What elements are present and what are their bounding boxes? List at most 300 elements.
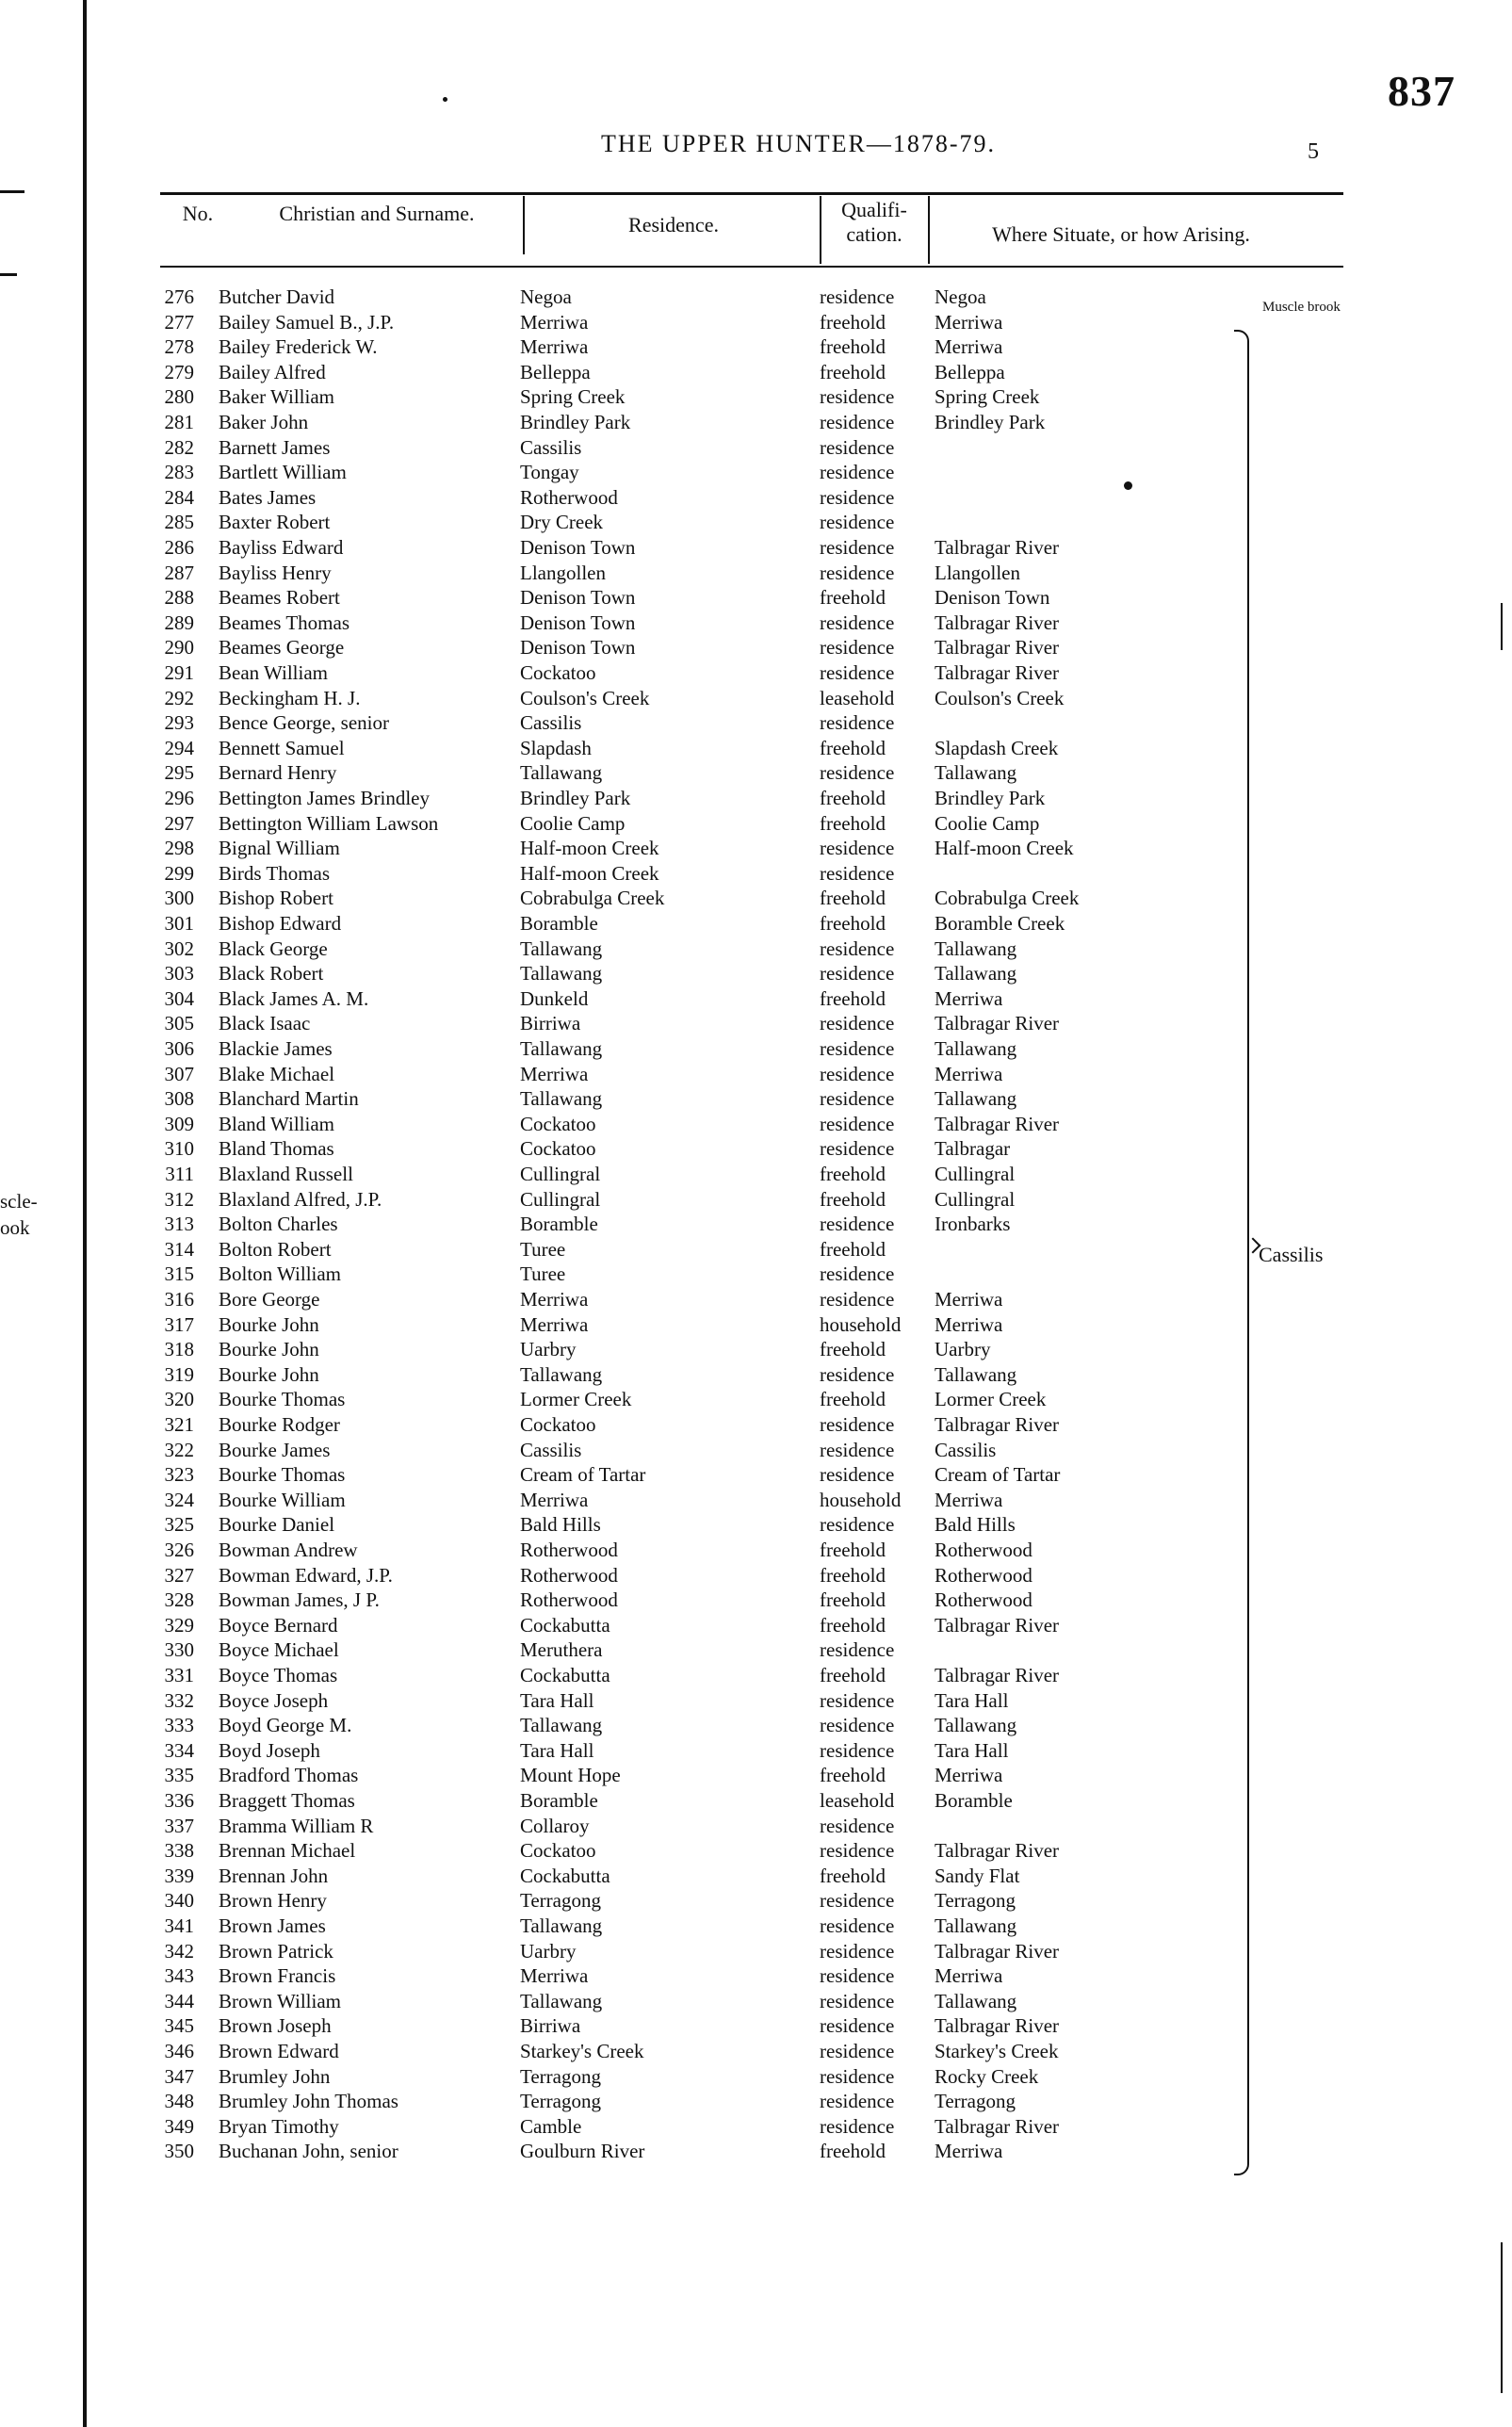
table-row	[0, 736, 1507, 760]
row-number: 282	[164, 435, 194, 459]
row-where: Merriwa	[935, 1488, 1003, 1511]
row-qualification: residence	[820, 1463, 895, 1487]
row-name: Bore George	[219, 1288, 320, 1311]
row-number: 300	[164, 887, 194, 910]
row-number: 303	[164, 962, 194, 985]
row-qualification: freehold	[820, 310, 886, 334]
row-qualification: residence	[820, 1438, 895, 1461]
row-qualification: freehold	[820, 1338, 886, 1361]
row-name: Bourke Thomas	[219, 1388, 346, 1411]
row-qualification: residence	[820, 511, 895, 534]
row-where: Merriwa	[935, 1312, 1003, 1336]
row-residence: Rotherwood	[520, 1563, 618, 1587]
row-where: Talbragar River	[935, 1112, 1060, 1135]
row-qualification: residence	[820, 1839, 895, 1863]
row-number: 289	[164, 611, 194, 634]
row-where: Talbragar River	[935, 661, 1060, 684]
row-number: 292	[164, 686, 194, 709]
row-qualification: residence	[820, 1262, 895, 1286]
header-qualification: Qualifi- cation.	[841, 198, 907, 246]
row-number: 346	[164, 2040, 194, 2062]
row-residence: Dunkeld	[520, 986, 589, 1010]
row-residence: Dry Creek	[520, 511, 604, 534]
row-where: Rotherwood	[935, 1563, 1032, 1587]
row-where: Talbragar River	[935, 1664, 1060, 1686]
row-name: Baxter Robert	[219, 511, 331, 534]
row-qualification: residence	[820, 837, 895, 860]
column-divider	[523, 196, 525, 254]
row-residence: Cockabutta	[520, 1613, 610, 1637]
row-residence: Cassilis	[520, 435, 582, 459]
row-where: Talbragar River	[935, 1939, 1060, 1963]
row-name: Baker William	[219, 385, 334, 409]
table-row	[0, 1337, 1507, 1361]
row-qualification: freehold	[820, 1187, 886, 1211]
row-name: Bettington James Brindley	[219, 787, 430, 809]
table-row	[0, 1713, 1507, 1737]
row-residence: Cockatoo	[520, 661, 596, 684]
table-row	[0, 360, 1507, 384]
row-number: 344	[164, 1989, 194, 2012]
row-residence: Mount Hope	[520, 1764, 621, 1787]
row-name: Black George	[219, 937, 328, 960]
row-residence: Belleppa	[520, 360, 591, 383]
row-where: Terragong	[935, 1889, 1016, 1913]
row-name: Buchanan John, senior	[219, 2140, 398, 2163]
row-where: Denison Town	[935, 586, 1050, 610]
row-qualification: residence	[820, 2064, 895, 2088]
row-number: 301	[164, 912, 194, 935]
row-residence: Merriwa	[520, 1288, 589, 1311]
row-where: Sandy Flat	[935, 1864, 1020, 1887]
table-row	[0, 961, 1507, 985]
row-name: Brown Patrick	[219, 1939, 333, 1963]
row-number: 320	[164, 1388, 194, 1411]
row-name: Blanchard Martin	[219, 1087, 359, 1111]
row-number: 281	[164, 411, 194, 433]
row-qualification: freehold	[820, 1764, 886, 1787]
row-residence: Denison Town	[520, 536, 636, 559]
row-qualification: residence	[820, 1288, 895, 1311]
row-qualification: residence	[820, 1513, 895, 1537]
row-where: Uarbry	[935, 1338, 991, 1361]
header-name: Christian and Surname.	[279, 202, 475, 225]
table-row	[0, 1362, 1507, 1387]
table-row	[0, 510, 1507, 534]
print-speck	[1124, 481, 1132, 490]
page-edge-mark	[1501, 2242, 1503, 2393]
row-where: Tallawang	[935, 761, 1017, 785]
row-where: Merriwa	[935, 310, 1003, 334]
row-where: Talbragar River	[935, 611, 1060, 634]
row-where: Merriwa	[935, 335, 1003, 359]
row-residence: Brindley Park	[520, 787, 631, 809]
row-qualification: freehold	[820, 1864, 886, 1887]
row-number: 287	[164, 561, 194, 584]
table-row	[0, 2114, 1507, 2139]
row-number: 331	[164, 1664, 194, 1686]
row-qualification: residence	[820, 1914, 895, 1937]
row-name: Bailey Samuel B., J.P.	[219, 310, 395, 334]
row-where: Cassilis	[935, 1438, 997, 1461]
row-where: Merriwa	[935, 2140, 1003, 2163]
table-row	[0, 686, 1507, 710]
table-row	[0, 937, 1507, 961]
row-residence: Boramble	[520, 1213, 598, 1236]
row-residence: Cullingral	[520, 1187, 601, 1211]
row-residence: Boramble	[520, 1789, 598, 1812]
row-qualification: residence	[820, 611, 895, 634]
table-row	[0, 1212, 1507, 1236]
row-number: 337	[164, 1814, 194, 1837]
row-qualification: residence	[820, 1413, 895, 1436]
row-name: Bourke John	[219, 1362, 319, 1386]
table-row	[0, 435, 1507, 460]
table-row	[0, 760, 1507, 785]
row-name: Blackie James	[219, 1037, 333, 1060]
row-qualification: residence	[820, 1213, 895, 1236]
row-qualification: freehold	[820, 1237, 886, 1261]
row-number: 343	[164, 1964, 194, 1988]
row-name: Bishop Edward	[219, 912, 342, 935]
row-where: Talbragar River	[935, 1413, 1060, 1436]
row-residence: Cockabutta	[520, 1864, 610, 1887]
row-number: 286	[164, 536, 194, 559]
row-qualification: freehold	[820, 912, 886, 935]
table-row	[0, 1011, 1507, 1035]
row-residence: Cream of Tartar	[520, 1463, 646, 1487]
row-residence: Uarbry	[520, 1939, 577, 1963]
row-residence: Merriwa	[520, 1312, 589, 1336]
row-name: Barnett James	[219, 435, 331, 459]
row-where: Brindley Park	[935, 787, 1046, 809]
row-name: Bolton Robert	[219, 1237, 332, 1261]
row-residence: Terragong	[520, 2090, 601, 2113]
row-where: Tallawang	[935, 1037, 1017, 1060]
row-where: Merriwa	[935, 1062, 1003, 1085]
row-number: 324	[164, 1488, 194, 1511]
row-residence: Tallawang	[520, 1037, 603, 1060]
row-number: 305	[164, 1012, 194, 1035]
row-residence: Tara Hall	[520, 1688, 594, 1712]
row-qualification: residence	[820, 1087, 895, 1111]
row-residence: Cobrabulga Creek	[520, 887, 665, 910]
row-residence: Merriwa	[520, 1488, 589, 1511]
row-residence: Goulburn River	[520, 2140, 645, 2163]
row-number: 334	[164, 1738, 194, 1762]
row-name: Bishop Robert	[219, 887, 333, 910]
row-name: Black Robert	[219, 962, 324, 985]
row-residence: Cockatoo	[520, 1839, 596, 1863]
table-row	[0, 1838, 1507, 1863]
row-number: 338	[164, 1839, 194, 1863]
row-residence: Coolie Camp	[520, 811, 626, 835]
row-name: Bourke Daniel	[219, 1513, 335, 1537]
row-name: Bailey Frederick W.	[219, 335, 378, 359]
row-name: Bland Thomas	[219, 1137, 334, 1161]
row-number: 310	[164, 1137, 194, 1161]
row-qualification: freehold	[820, 787, 886, 809]
row-qualification: residence	[820, 1638, 895, 1662]
table-row	[0, 1939, 1507, 1963]
row-qualification: residence	[820, 711, 895, 735]
table-row	[0, 1412, 1507, 1437]
row-residence: Tara Hall	[520, 1738, 594, 1762]
table-row	[0, 1738, 1507, 1763]
row-name: Bourke James	[219, 1438, 331, 1461]
row-residence: Meruthera	[520, 1638, 603, 1662]
row-qualification: residence	[820, 485, 895, 509]
row-name: Brumley John	[219, 2064, 331, 2088]
row-where: Boramble Creek	[935, 912, 1065, 935]
row-residence: Bald Hills	[520, 1513, 601, 1537]
table-row	[0, 2039, 1507, 2063]
row-residence: Tallawang	[520, 1989, 603, 2012]
row-number: 325	[164, 1513, 194, 1537]
table-row	[0, 1512, 1507, 1537]
row-residence: Tallawang	[520, 1914, 603, 1937]
table-row	[0, 1763, 1507, 1787]
row-number: 294	[164, 736, 194, 759]
row-residence: Denison Town	[520, 586, 636, 610]
row-name: Brown William	[219, 1989, 342, 2012]
row-number: 314	[164, 1237, 194, 1261]
row-where: Llangollen	[935, 561, 1020, 584]
row-number: 277	[164, 310, 194, 334]
row-name: Boyce Bernard	[219, 1613, 338, 1637]
row-number: 348	[164, 2090, 194, 2113]
row-where: Tallawang	[935, 962, 1017, 985]
row-number: 315	[164, 1262, 194, 1286]
row-qualification: freehold	[820, 1563, 886, 1587]
row-name: Bryan Timothy	[219, 2114, 339, 2138]
print-speck	[443, 97, 447, 102]
row-where: Merriwa	[935, 986, 1003, 1010]
row-number: 295	[164, 761, 194, 785]
table-row	[0, 1688, 1507, 1713]
row-qualification: residence	[820, 1112, 895, 1135]
row-name: Bowman James, J P.	[219, 1588, 380, 1612]
header-where: Where Situate, or how Arising.	[992, 222, 1250, 246]
row-residence: Tongay	[520, 461, 579, 484]
row-name: Beames George	[219, 636, 345, 660]
row-qualification: residence	[820, 1889, 895, 1913]
row-residence: Lormer Creek	[520, 1388, 632, 1411]
row-name: Bramma William R	[219, 1814, 374, 1837]
row-qualification: freehold	[820, 1613, 886, 1637]
row-qualification: leasehold	[820, 1789, 895, 1812]
row-residence: Camble	[520, 2114, 582, 2138]
row-where: Brindley Park	[935, 411, 1046, 433]
row-qualification: residence	[820, 1037, 895, 1060]
row-qualification: residence	[820, 2040, 895, 2062]
row-where: Tallawang	[935, 1714, 1017, 1737]
row-name: Baker John	[219, 411, 309, 433]
row-residence: Cockabutta	[520, 1664, 610, 1686]
row-qualification: residence	[820, 285, 895, 308]
district-label: Cassilis	[1259, 1243, 1324, 1266]
table-row	[0, 911, 1507, 936]
row-number: 347	[164, 2064, 194, 2088]
district-brace	[1234, 330, 1249, 2175]
row-number: 278	[164, 335, 194, 359]
row-name: Brennan John	[219, 1864, 329, 1887]
row-qualification: residence	[820, 1062, 895, 1085]
row-qualification: residence	[820, 2114, 895, 2138]
table-row	[0, 1112, 1507, 1136]
row-residence: Coulson's Creek	[520, 686, 650, 709]
row-qualification: residence	[820, 536, 895, 559]
margin-rule	[0, 273, 17, 276]
row-residence: Cullingral	[520, 1163, 601, 1185]
table-row	[0, 2139, 1507, 2163]
row-number: 284	[164, 485, 194, 509]
row-residence: Birriwa	[520, 2014, 581, 2038]
row-number: 311	[165, 1163, 194, 1185]
row-where: Tallawang	[935, 1087, 1017, 1111]
table-row	[0, 1438, 1507, 1462]
row-qualification: residence	[820, 861, 895, 885]
row-residence: Cockatoo	[520, 1137, 596, 1161]
row-name: Beames Robert	[219, 586, 340, 610]
table-row	[0, 811, 1507, 836]
table-row	[0, 1864, 1507, 1888]
row-name: Bayliss Edward	[219, 536, 344, 559]
row-number: 280	[164, 385, 194, 409]
row-number: 328	[164, 1588, 194, 1612]
row-residence: Denison Town	[520, 636, 636, 660]
row-residence: Cassilis	[520, 711, 582, 735]
row-residence: Starkey's Creek	[520, 2040, 644, 2062]
row-residence: Half-moon Creek	[520, 837, 659, 860]
row-where: Cullingral	[935, 1187, 1016, 1211]
row-name: Bayliss Henry	[219, 561, 332, 584]
row-number: 323	[164, 1463, 194, 1487]
row-where: Talbragar River	[935, 2014, 1060, 2038]
row-number: 297	[164, 811, 194, 835]
row-where: Belleppa	[935, 360, 1005, 383]
row-qualification: freehold	[820, 887, 886, 910]
row-residence: Tallawang	[520, 1087, 603, 1111]
table-row	[0, 1888, 1507, 1913]
row-qualification: freehold	[820, 736, 886, 759]
row-qualification: residence	[820, 1012, 895, 1035]
row-qualification: freehold	[820, 986, 886, 1010]
sheet-number: 5	[1308, 139, 1319, 164]
table-row	[0, 460, 1507, 484]
row-name: Bolton Charles	[219, 1213, 338, 1236]
row-qualification: household	[820, 1488, 902, 1511]
row-residence: Negoa	[520, 285, 572, 308]
table-row	[0, 1136, 1507, 1161]
row-where: Merriwa	[935, 1764, 1003, 1787]
row-name: Boyce Thomas	[219, 1664, 338, 1686]
row-where: Tallawang	[935, 937, 1017, 960]
district-label-top: Muscle brook	[1262, 300, 1341, 315]
row-number: 306	[164, 1037, 194, 1060]
row-number: 283	[164, 461, 194, 484]
row-name: Beckingham H. J.	[219, 686, 361, 709]
table-row	[0, 1036, 1507, 1061]
page-edge-mark	[1501, 603, 1503, 650]
row-residence: Rotherwood	[520, 1539, 618, 1561]
table-row	[0, 1963, 1507, 1988]
row-residence: Rotherwood	[520, 485, 618, 509]
row-number: 322	[164, 1438, 194, 1461]
row-number: 332	[164, 1688, 194, 1712]
row-name: Braggett Thomas	[219, 1789, 355, 1812]
column-divider	[928, 196, 930, 264]
row-number: 309	[164, 1112, 194, 1135]
row-number: 329	[164, 1613, 194, 1637]
row-qualification: freehold	[820, 360, 886, 383]
table-row	[0, 1387, 1507, 1411]
row-number: 293	[164, 711, 194, 735]
row-where: Cullingral	[935, 1163, 1016, 1185]
row-name: Bernard Henry	[219, 761, 337, 785]
table-row	[0, 535, 1507, 560]
row-where: Rotherwood	[935, 1539, 1032, 1561]
row-name: Blaxland Russell	[219, 1163, 353, 1185]
row-residence: Tallawang	[520, 1714, 603, 1737]
table-row	[0, 660, 1507, 685]
row-qualification: residence	[820, 461, 895, 484]
table-row	[0, 1989, 1507, 2013]
row-where: Talbragar River	[935, 636, 1060, 660]
row-number: 279	[164, 360, 194, 383]
table-row	[0, 2089, 1507, 2113]
row-qualification: residence	[820, 561, 895, 584]
row-name: Brown James	[219, 1914, 326, 1937]
row-name: Bourke John	[219, 1312, 319, 1336]
row-where: Rocky Creek	[935, 2064, 1039, 2088]
row-number: 298	[164, 837, 194, 860]
table-row	[0, 1613, 1507, 1637]
table-row	[0, 986, 1507, 1011]
row-number: 333	[164, 1714, 194, 1737]
row-name: Bourke William	[219, 1488, 346, 1511]
row-qualification: freehold	[820, 1388, 886, 1411]
table-row	[0, 410, 1507, 434]
row-where: Cobrabulga Creek	[935, 887, 1080, 910]
header-residence: Residence.	[628, 213, 719, 236]
row-where: Half-moon Creek	[935, 837, 1074, 860]
row-number: 312	[164, 1187, 194, 1211]
table-row	[0, 1663, 1507, 1687]
table-row	[0, 1287, 1507, 1311]
row-number: 349	[164, 2114, 194, 2138]
row-residence: Spring Creek	[520, 385, 626, 409]
row-qualification: residence	[820, 411, 895, 433]
row-name: Bourke Thomas	[219, 1463, 346, 1487]
table-row	[0, 2064, 1507, 2089]
row-qualification: residence	[820, 1137, 895, 1161]
row-name: Brown Francis	[219, 1964, 336, 1988]
table-row	[0, 1162, 1507, 1186]
row-name: Bignal William	[219, 837, 340, 860]
row-number: 317	[164, 1312, 194, 1336]
table-row	[0, 1788, 1507, 1813]
row-name: Black Isaac	[219, 1012, 311, 1035]
margin-fragment: ook	[0, 1216, 30, 1239]
row-residence: Merriwa	[520, 1062, 589, 1085]
table-row	[0, 1488, 1507, 1512]
table-row	[0, 561, 1507, 585]
table-row	[0, 786, 1507, 810]
row-where: Tara Hall	[935, 1688, 1009, 1712]
table-row	[0, 1814, 1507, 1838]
row-where: Merriwa	[935, 1288, 1003, 1311]
